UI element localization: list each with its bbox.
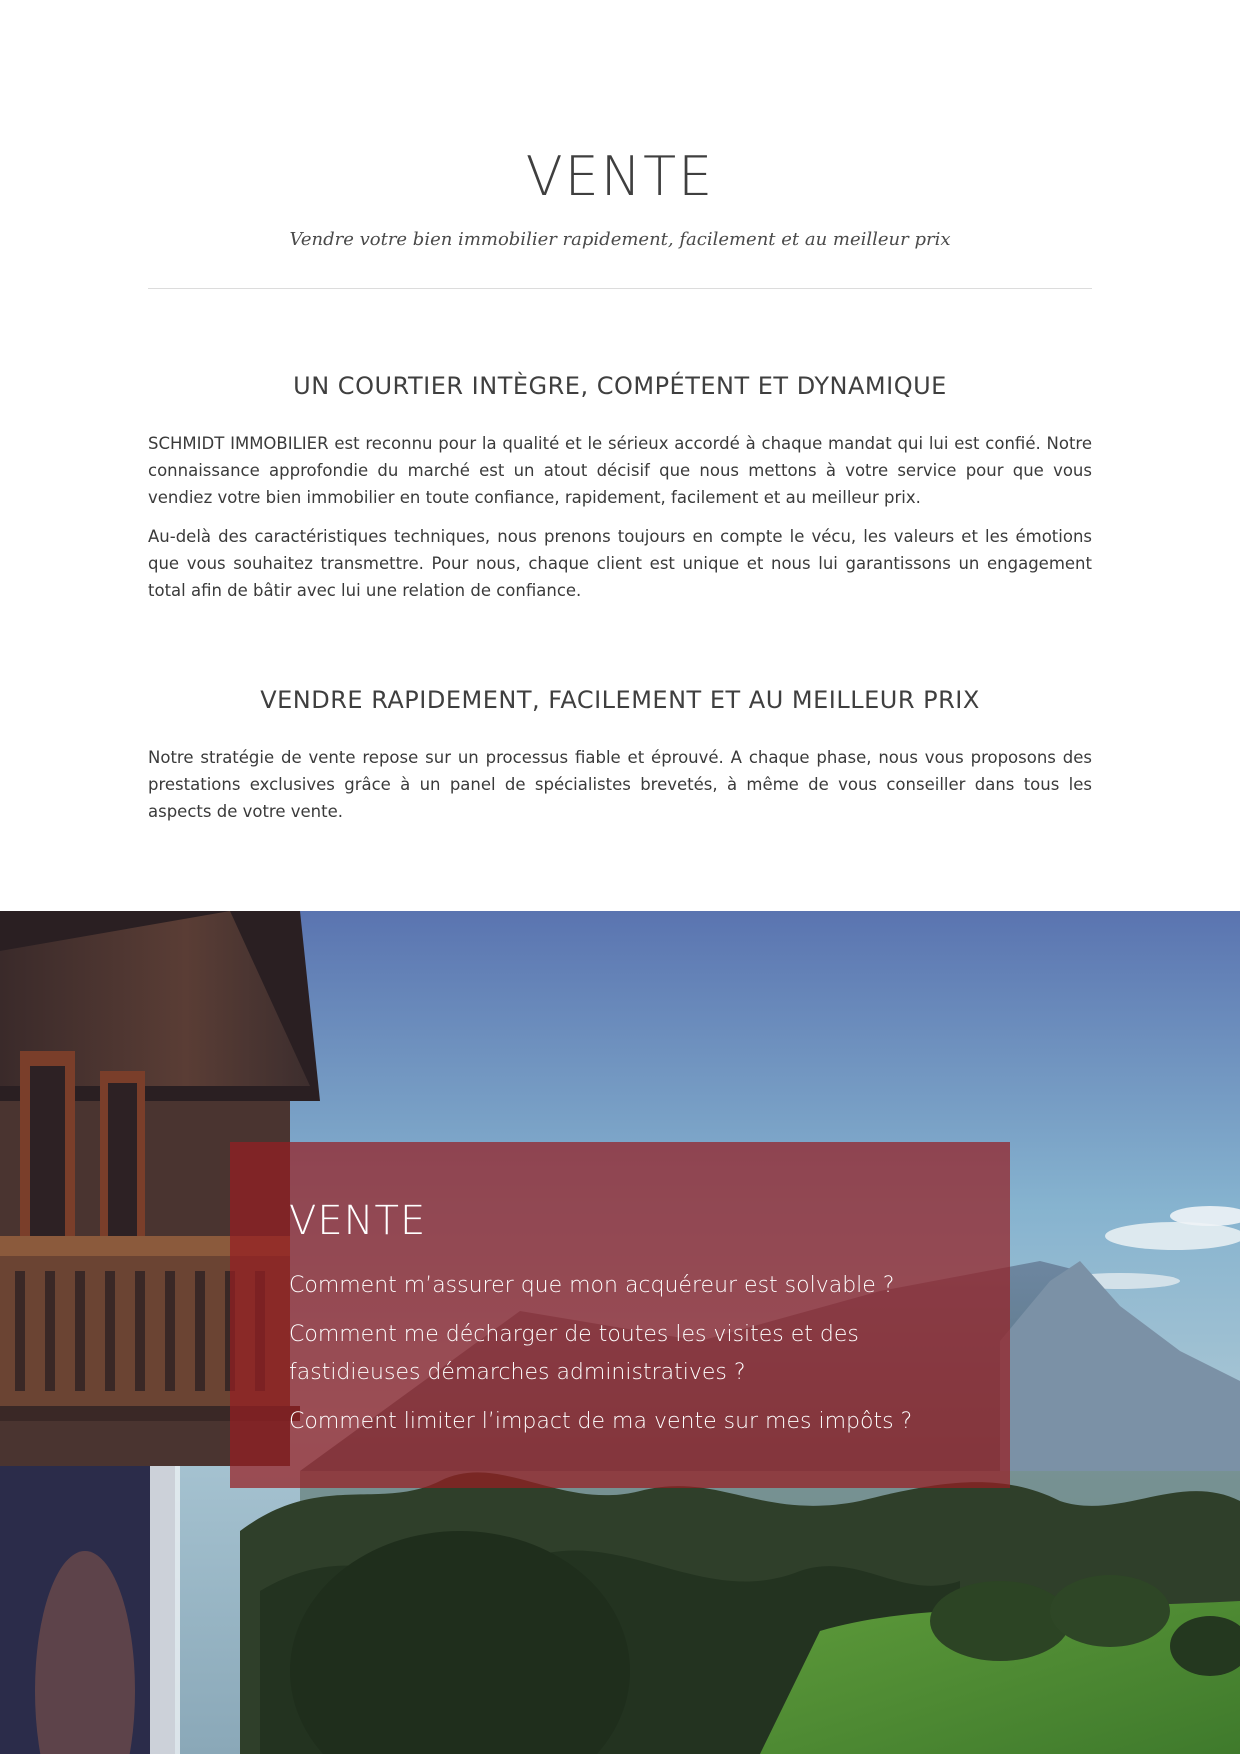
- page-subtitle: Vendre votre bien immobilier rapidement, facilement et au meilleur prix: [289, 229, 951, 250]
- promo-question: Comment me décharger de toutes les visites et des fastidieuses démarches administratives ?: [289, 1322, 859, 1385]
- section-heading: UN COURTIER INTÈGRE, COMPÉTENT ET DYNAMIQUE: [293, 372, 947, 400]
- section-paragraph: Au-delà des caractéristiques techniques, nous prenons toujours en compte le vécu, les valeurs et les émotions que vous souhaitez transmettre. Pour nous, chaque client est unique et nous lui garantissons un engagement total afin de bâtir avec lui une relation de confiance.: [148, 527, 1092, 600]
- header-divider: [148, 288, 1092, 289]
- hero-banner: [0, 911, 1240, 1754]
- promo-question: Comment limiter l’impact de ma vente sur mes impôts ?: [289, 1409, 913, 1434]
- section-paragraph: Notre stratégie de vente repose sur un processus fiable et éprouvé. A chaque phase, nous vous proposons des prestations exclusives grâce à un panel de spécialistes brevetés, à même de vous conseiller dans tous les aspects de votre vente.: [148, 748, 1092, 821]
- promo-box: [230, 1142, 1010, 1488]
- section-heading: VENDRE RAPIDEMENT, FACILEMENT ET AU MEILLEUR PRIX: [260, 686, 980, 714]
- section-courtier: [148, 372, 1092, 604]
- section-vendre: [148, 686, 1092, 825]
- page-header: [0, 0, 1240, 290]
- section-paragraph: SCHMIDT IMMOBILIER est reconnu pour la qualité et le sérieux accordé à chaque mandat qui lui est confié. Notre connaissance approfondie du marché est un atout décisif que nous mettons à votre service pour que vous vendiez votre bien immobilier en toute confiance, rapidement, facilement et au meilleur prix.: [148, 434, 1092, 507]
- promo-question: Comment m’assurer que mon acquéreur est solvable ?: [289, 1273, 895, 1298]
- promo-title: VENTE: [289, 1198, 427, 1244]
- promo-questions: [289, 1267, 979, 1452]
- page-title: VENTE: [525, 145, 715, 208]
